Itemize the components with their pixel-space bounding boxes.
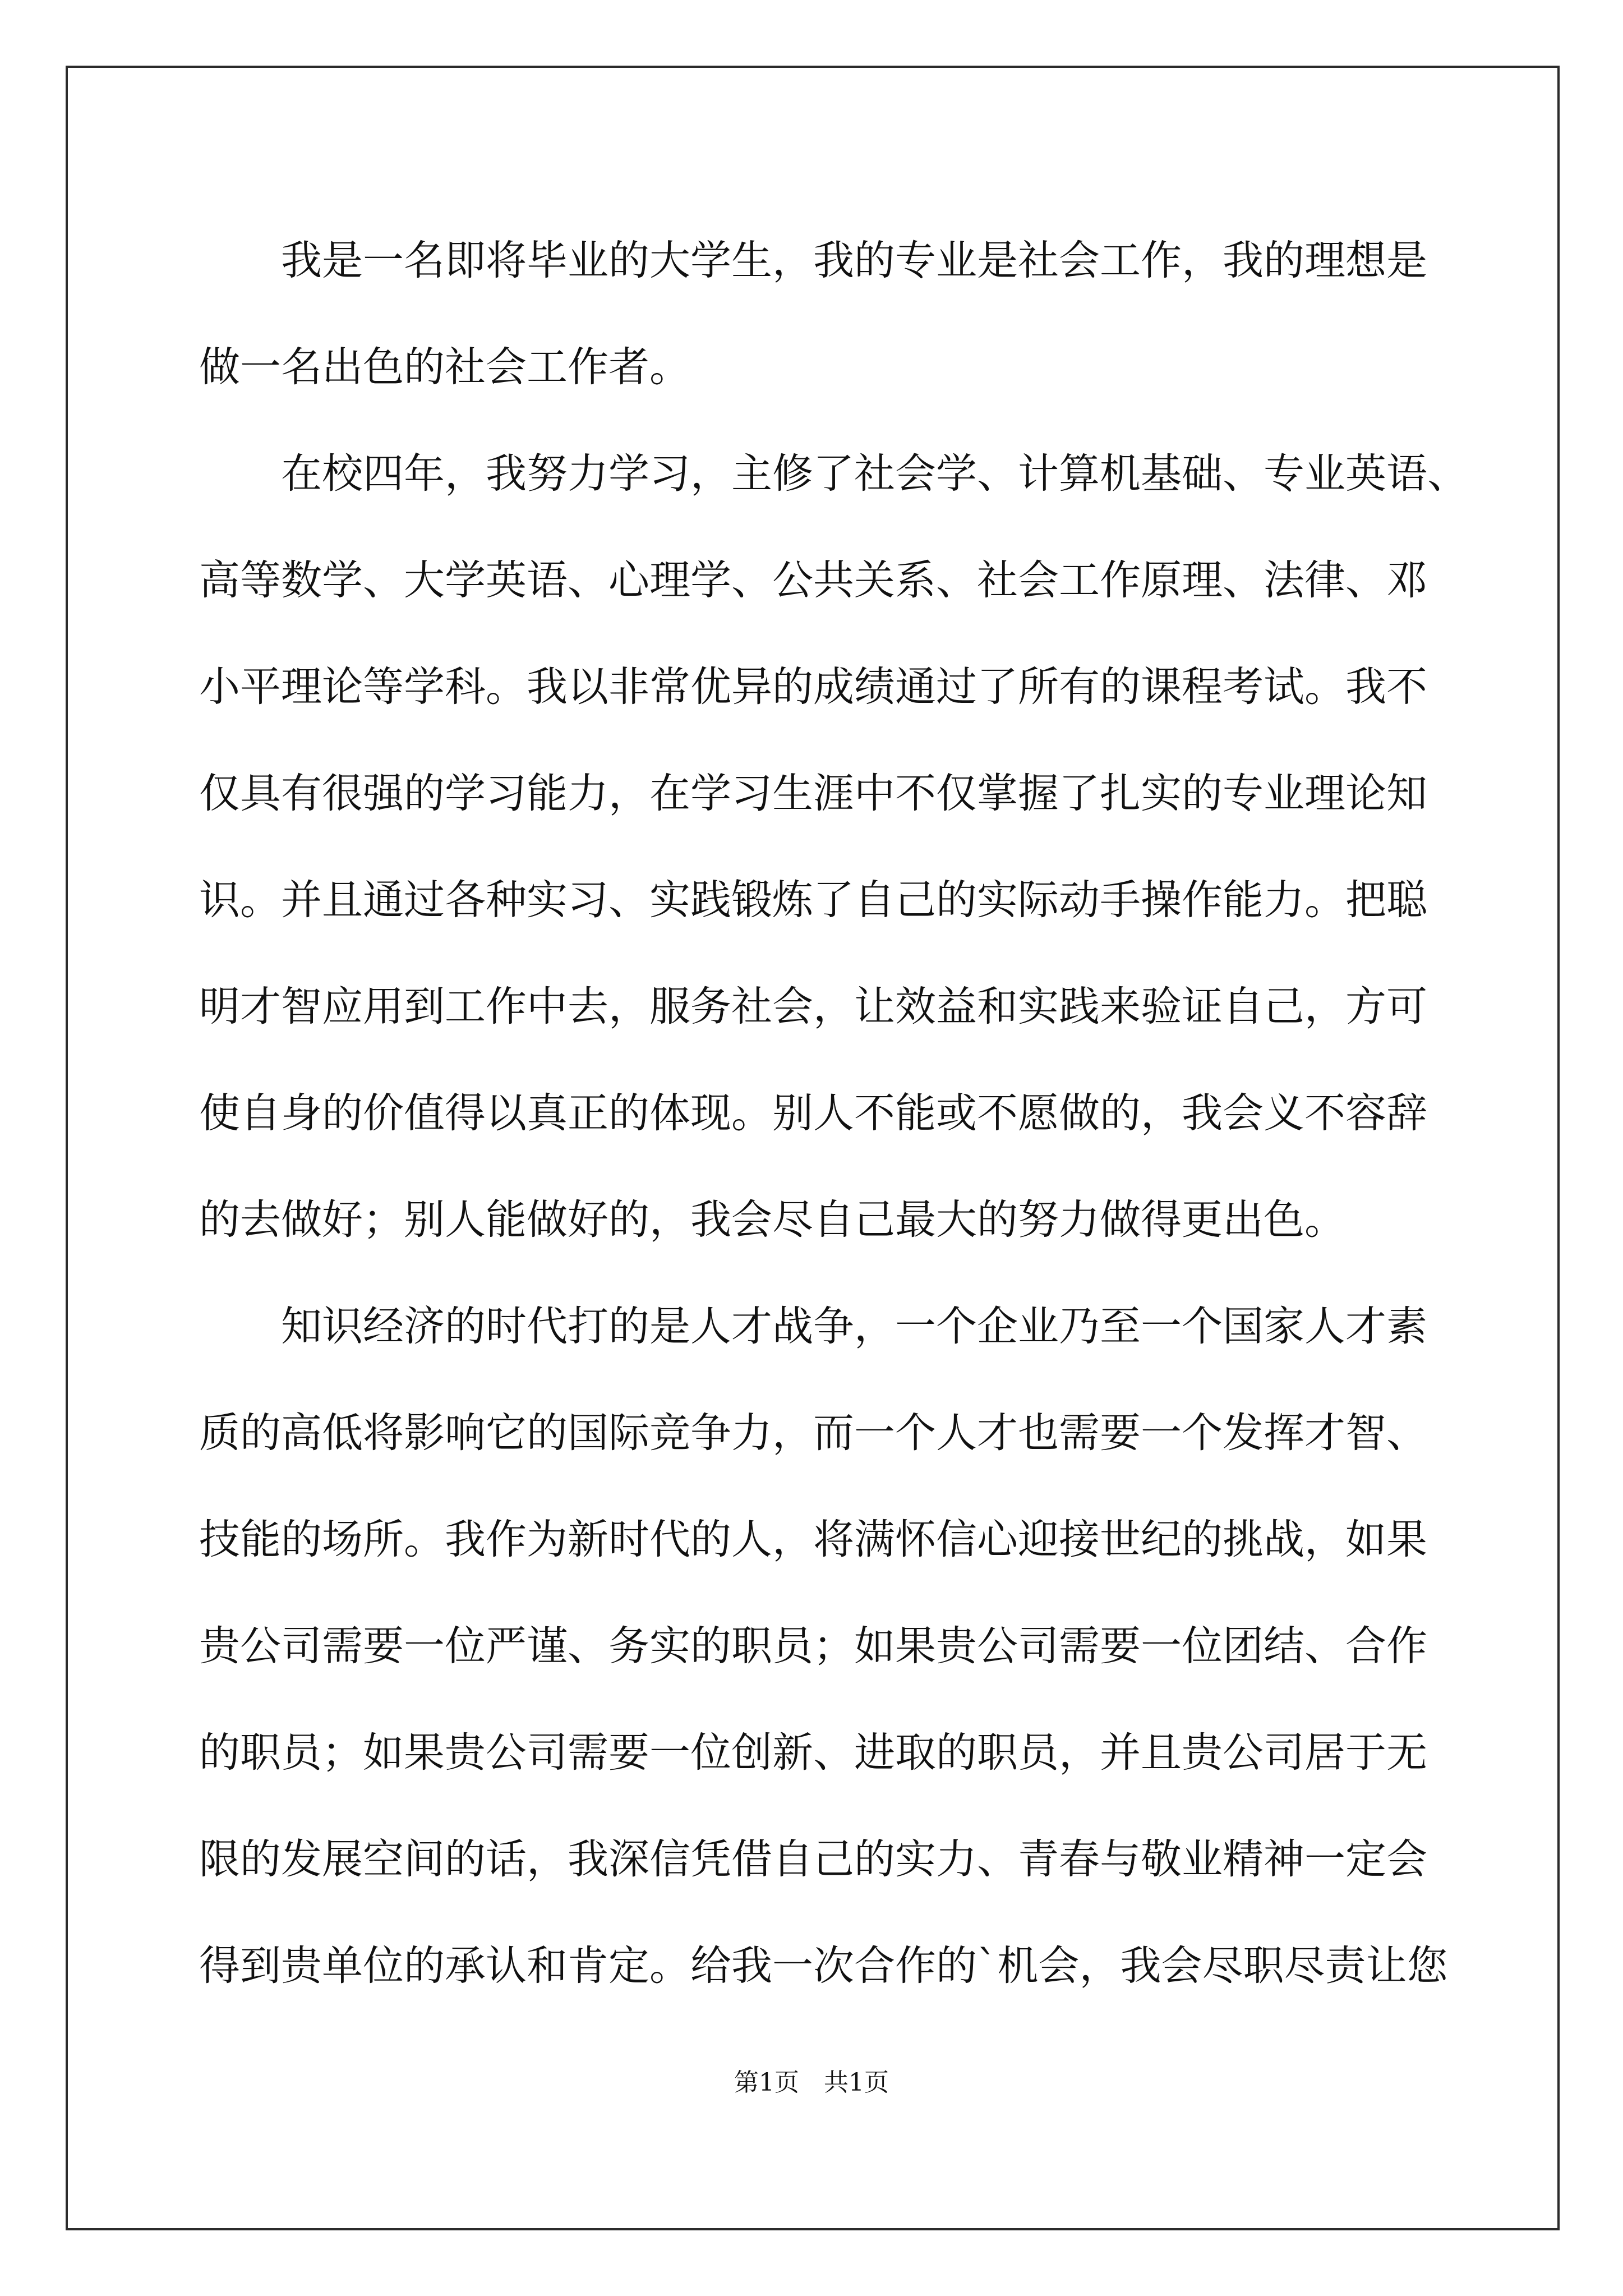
text-line: 贵公司需要一位严谨、务实的职员；如果贵公司需要一位团结、合作 [199,1622,1427,1670]
text-line: 仅具有很强的学习能力，在学习生涯中不仅掌握了扎实的专业理论知 [199,770,1427,817]
text-line: 使自身的价值得以真正的体现。别人不能或不愿做的，我会义不容辞 [199,1089,1427,1137]
text-line: 我是一名即将毕业的大学生，我的专业是社会工作，我的理想是 [281,237,1427,284]
text-line: 高等数学、大学英语、心理学、公共关系、社会工作原理、法律、邓 [199,556,1427,604]
text-line: 的去做好；别人能做好的，我会尽自己最大的努力做得更出色。 [199,1196,1345,1244]
text-line: 知识经济的时代打的是人才战争，一个企业乃至一个国家人才素 [281,1303,1427,1350]
text-line: 得到贵单位的承认和肯定。给我一次合作的`机会，我会尽职尽责让您 [199,1942,1448,1990]
text-line: 的职员；如果贵公司需要一位创新、进取的职员，并且贵公司居于无 [199,1729,1427,1777]
text-line: 明才智应用到工作中去，服务社会，让效益和实践来验证自己，方可 [199,983,1427,1030]
page-number-footer: 第1页 共1页 [734,2068,889,2097]
text-line: 识。并且通过各种实习、实践锻炼了自己的实际动手操作能力。把聪 [199,876,1427,924]
text-line: 质的高低将影响它的国际竞争力，而一个人才也需要一个发挥才智、 [199,1409,1427,1457]
text-line: 小平理论等学科。我以非常优异的成绩通过了所有的课程考试。我不 [199,663,1427,711]
text-line: 限的发展空间的话，我深信凭借自己的实力、青春与敬业精神一定会 [199,1835,1427,1883]
text-line: 技能的场所。我作为新时代的人，将满怀信心迎接世纪的挑战，如果 [199,1516,1427,1563]
document-body [199,208,1468,2019]
text-line: 在校四年，我努力学习，主修了社会学、计算机基础、专业英语、 [281,450,1468,498]
text-line: 做一名出色的社会工作者。 [199,343,690,391]
